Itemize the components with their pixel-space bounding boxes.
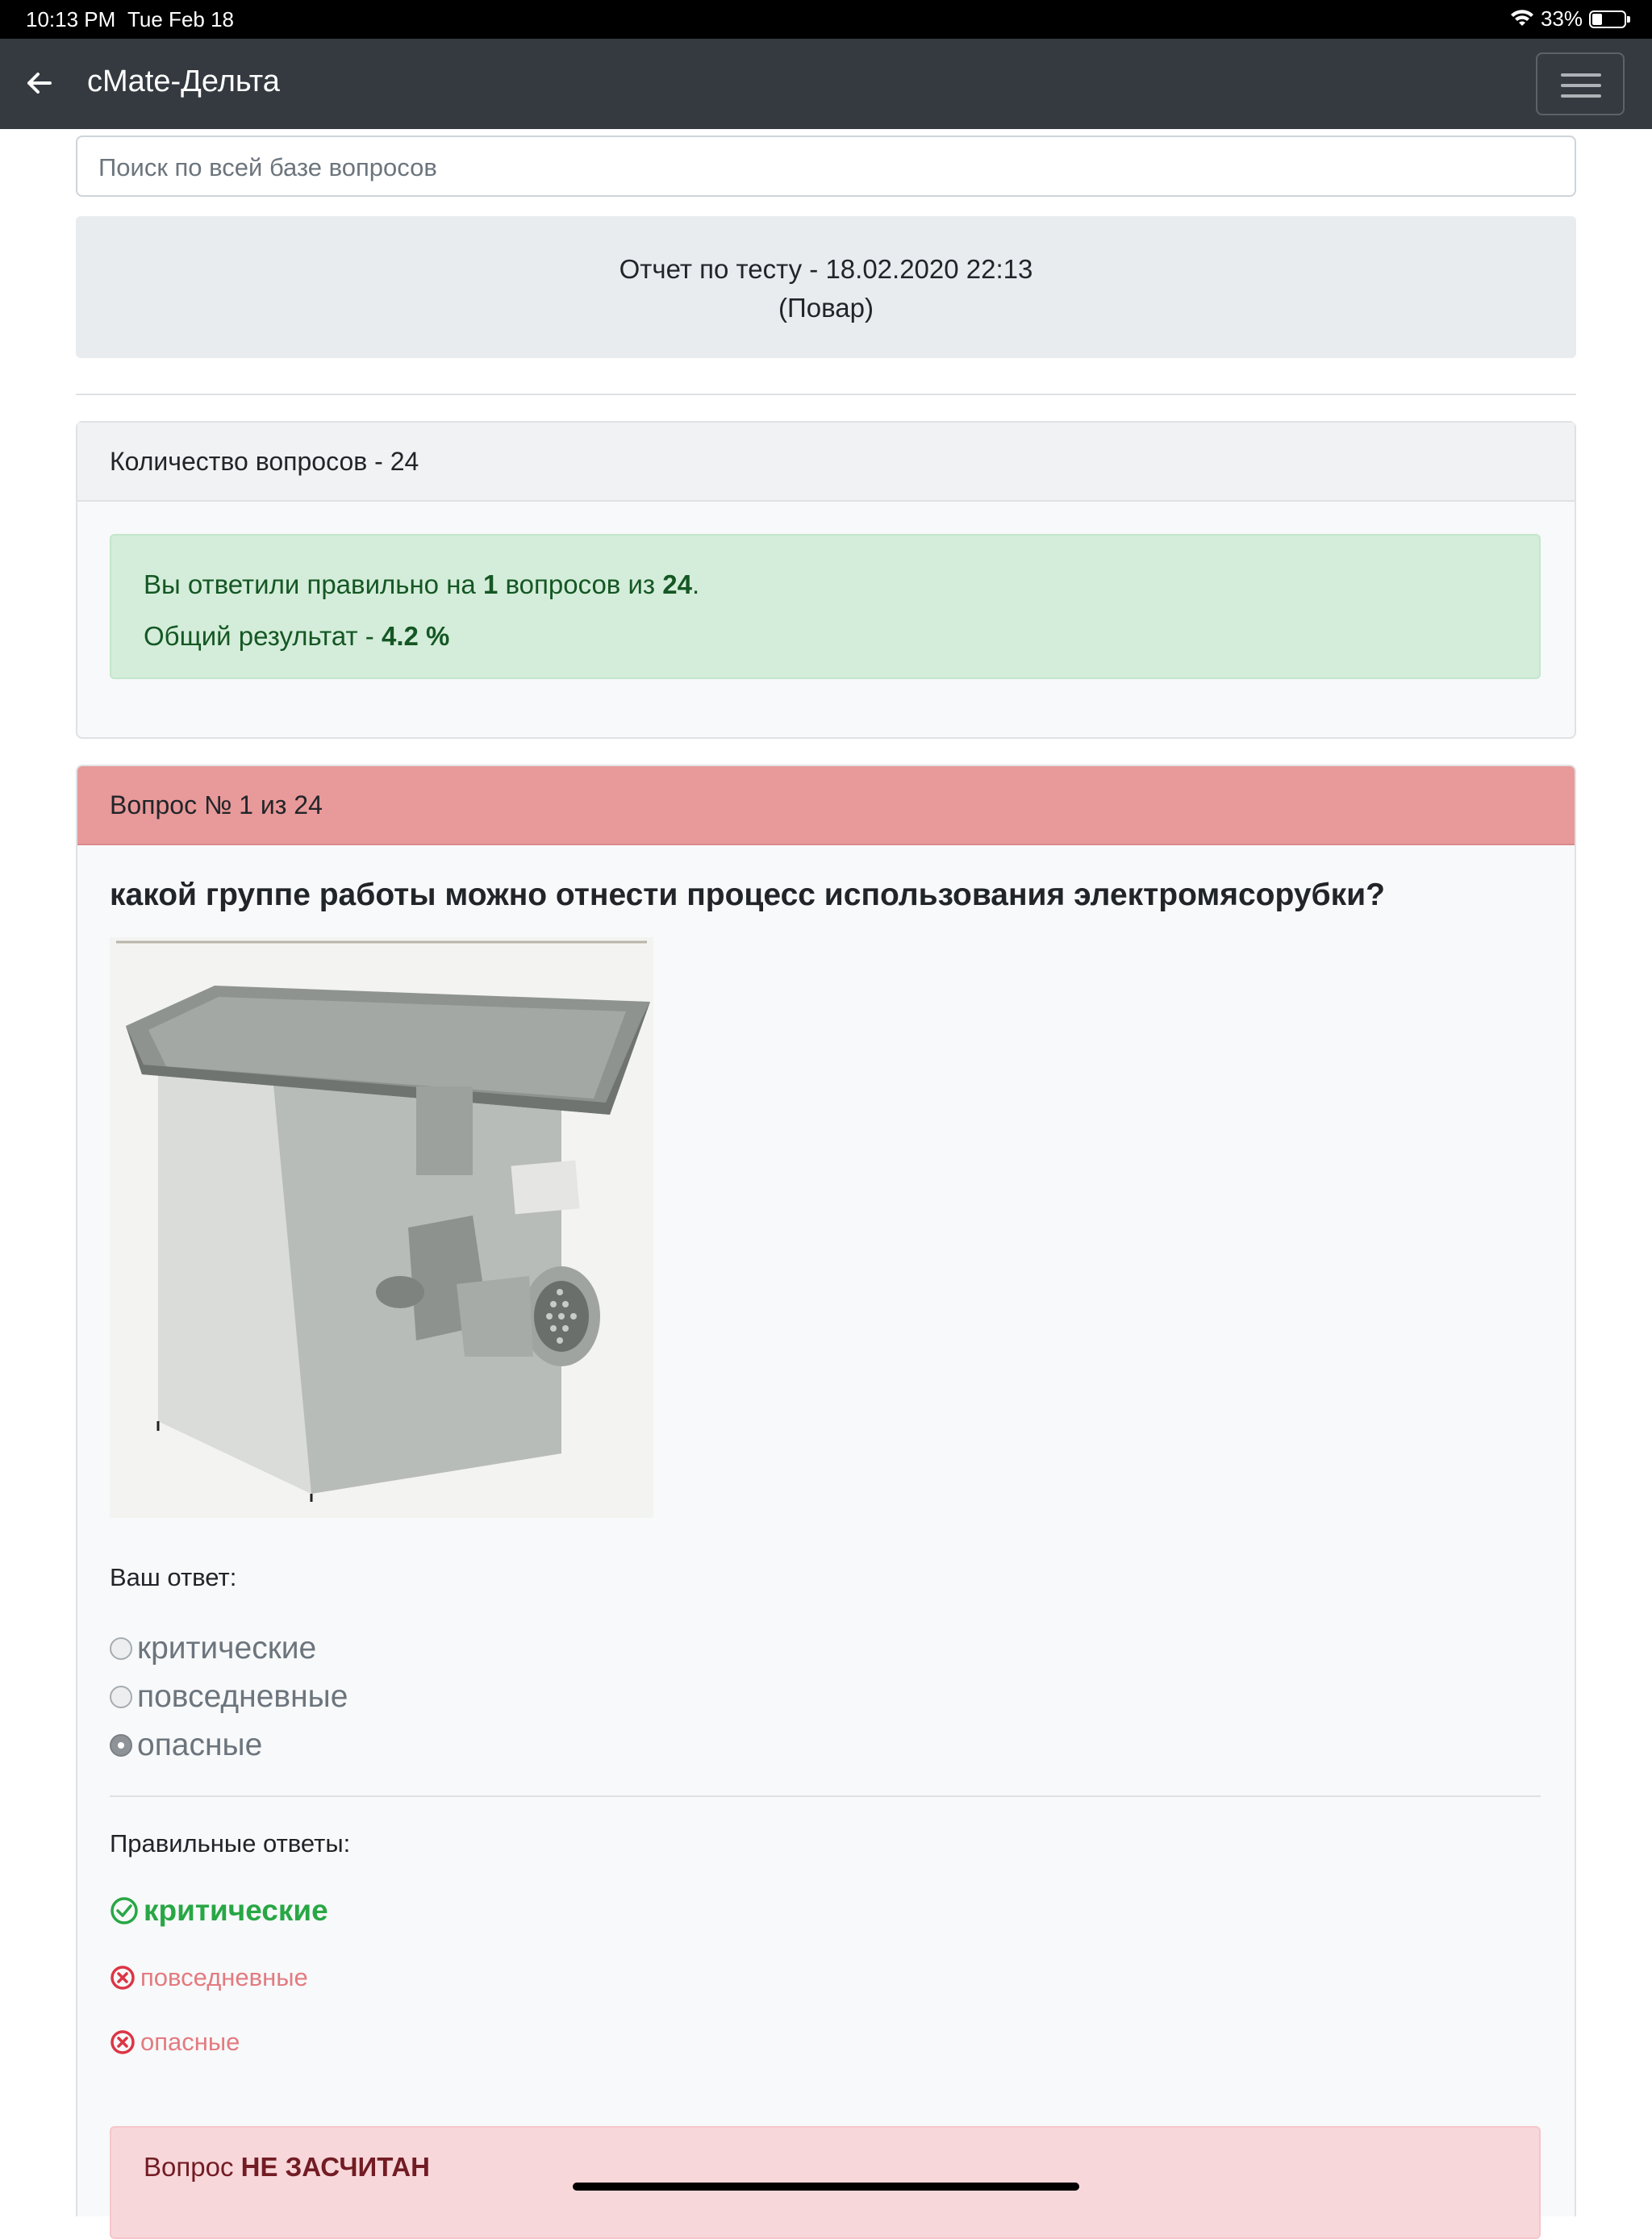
radio-button-selected[interactable] (110, 1734, 132, 1757)
check-circle-icon (110, 1896, 139, 1925)
navbar (0, 39, 1652, 129)
radio-button[interactable] (110, 1637, 132, 1660)
answer-label: опасные (140, 2028, 240, 2056)
correct-answers-label: Правильные ответы: (110, 1829, 351, 1857)
question-text: какой группе работы можно отнести процесс использования электромясорубки? (110, 878, 1385, 912)
status-date: Tue Feb 18 (127, 7, 235, 31)
status-bar (0, 0, 1652, 39)
search-input[interactable]: Поиск по всей базе вопросов (76, 136, 1576, 197)
menu-button[interactable] (1536, 52, 1625, 115)
answer-label: повседневные (140, 1963, 308, 1991)
total-count: 24 (662, 569, 692, 599)
question-header: Вопрос № 1 из 24 (77, 766, 1575, 845)
divider (110, 1795, 1541, 1797)
radio-button[interactable] (110, 1686, 132, 1708)
correct-count: 1 (482, 569, 499, 599)
option-label: опасные (137, 1728, 263, 1762)
option-label: повседневные (137, 1679, 348, 1714)
home-indicator[interactable] (573, 2183, 1079, 2191)
x-circle-icon (110, 2029, 136, 2055)
divider (76, 394, 1576, 395)
wifi-icon (1510, 10, 1534, 29)
battery-percent: 33% (1540, 6, 1583, 31)
result-alert (110, 534, 1541, 679)
result-status: НЕ ЗАСЧИТАН (240, 2152, 430, 2182)
result-line-1: Вы ответили правильно на 1 вопросов из 24. (144, 569, 700, 599)
back-arrow-icon[interactable] (21, 65, 58, 102)
summary-card (76, 421, 1576, 739)
answer-option[interactable] (110, 1728, 262, 1763)
your-answer-label: Ваш ответ: (110, 1563, 237, 1591)
result-percent: 4.2 % (381, 621, 450, 651)
status-time: 10:13 PM (26, 7, 116, 31)
summary-header: Количество вопросов - 24 (77, 423, 1575, 502)
menu-icon (1561, 73, 1601, 77)
status-right (1510, 6, 1626, 31)
question-card (76, 765, 1576, 2216)
report-title: Отчет по тесту - 18.02.2020 22:13 (619, 254, 1033, 284)
report-subtitle: (Повар) (778, 293, 874, 323)
option-label: критические (137, 1631, 317, 1666)
question-result-alert: Вопрос НЕ ЗАСЧИТАН (110, 2126, 1541, 2239)
battery-icon (1589, 10, 1626, 28)
result-line-2: Общий результат - 4.2 % (144, 621, 450, 651)
correct-answer-item (110, 1894, 328, 1928)
answer-option[interactable] (110, 1631, 316, 1666)
report-header (76, 216, 1576, 358)
wrong-answer-item (110, 1963, 308, 1992)
wrong-answer-item (110, 2028, 240, 2057)
answer-label: критические (144, 1894, 328, 1927)
meat-grinder-image (110, 937, 653, 1518)
x-circle-icon (110, 1965, 136, 1991)
answer-option[interactable] (110, 1679, 348, 1715)
app-title: cMate-Дельта (87, 65, 280, 98)
